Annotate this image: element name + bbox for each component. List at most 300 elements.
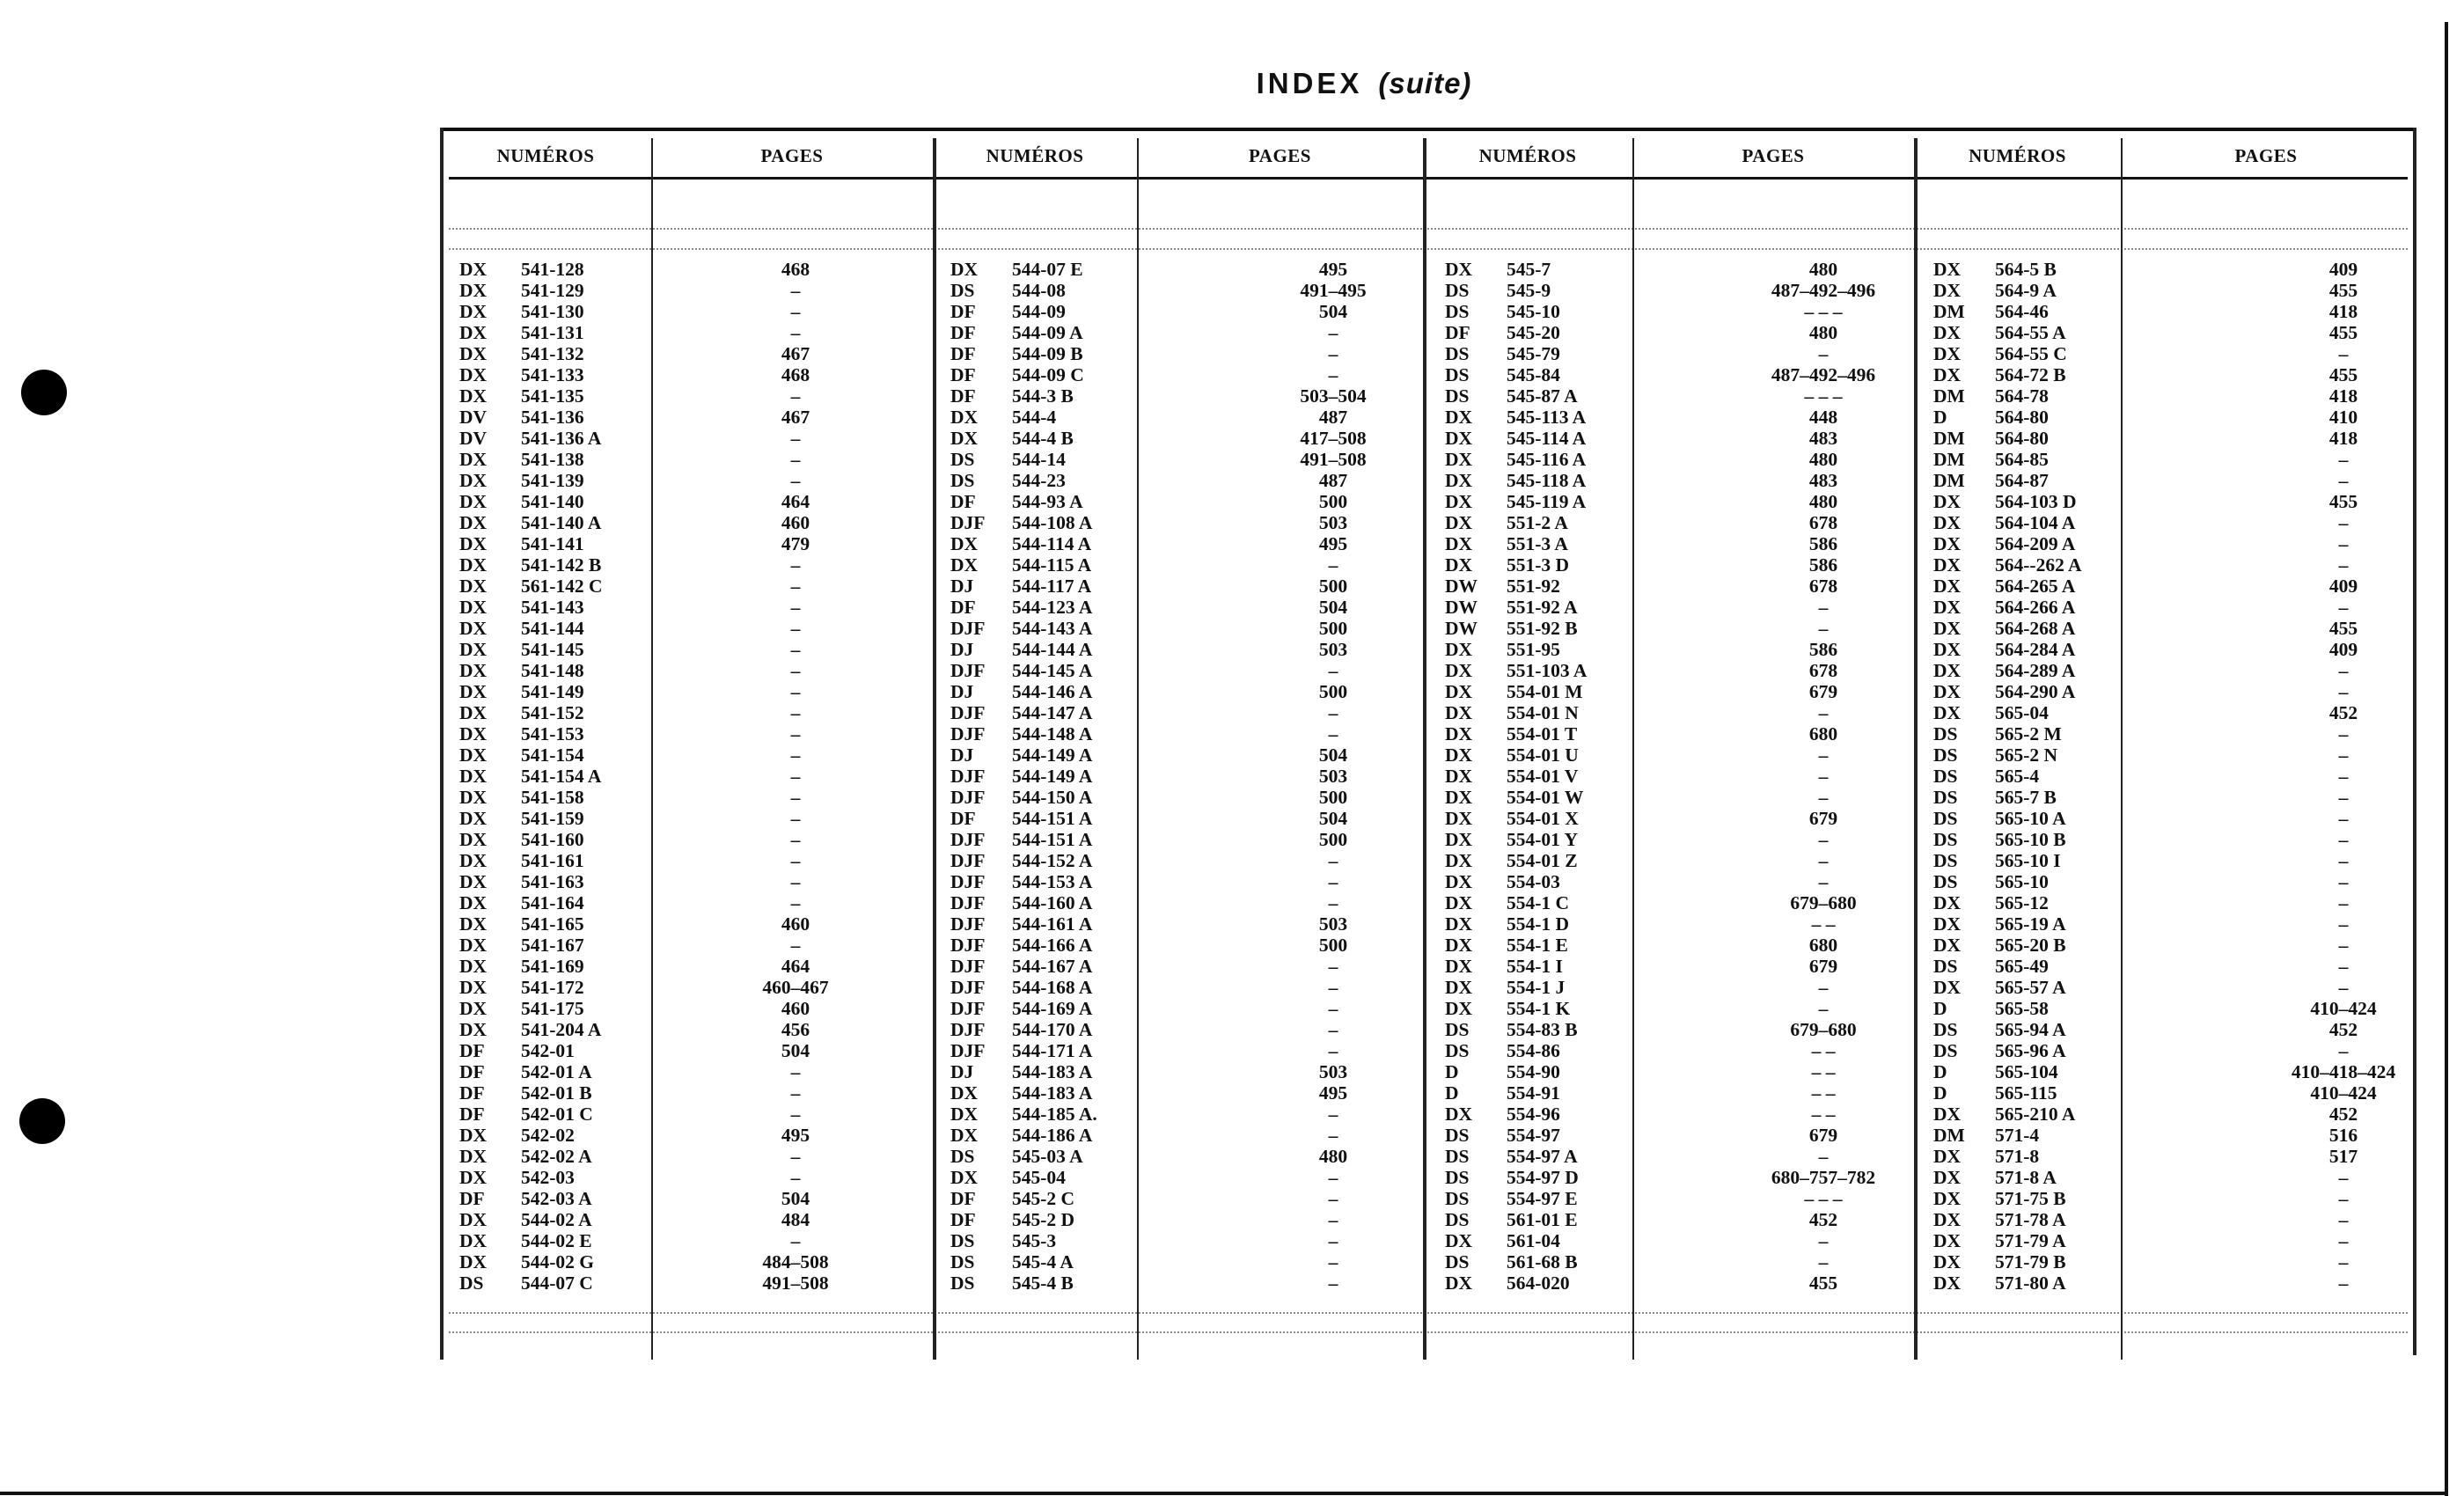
- entry-number: 541-164: [521, 892, 584, 913]
- entry-number: 544-02 G: [521, 1251, 595, 1272]
- index-entry: [459, 554, 933, 576]
- entry-pages: –: [790, 660, 801, 681]
- entry-pages: –: [1818, 343, 1829, 364]
- index-entry: [459, 364, 933, 385]
- entry-prefix: DX: [459, 597, 488, 618]
- entry-pages: –: [1818, 702, 1829, 723]
- entry-number: 541-140: [521, 491, 584, 512]
- entry-prefix: DJF: [950, 913, 986, 935]
- index-entry: [1933, 597, 2411, 618]
- index-entry: [1933, 301, 2411, 322]
- entry-prefix: DS: [1445, 385, 1470, 407]
- entry-pages: 467: [781, 343, 810, 364]
- entry-pages: 487–492–496: [1771, 280, 1876, 301]
- index-entry: [1933, 808, 2411, 829]
- index-entry: [950, 554, 1423, 576]
- entry-pages: 679: [1808, 956, 1838, 977]
- entry-prefix: DJ: [950, 639, 974, 660]
- entry-pages: –: [2338, 787, 2349, 808]
- entry-number: 541-163: [521, 871, 584, 892]
- entry-number: 544-145 A: [1012, 660, 1093, 681]
- index-entry: [1933, 850, 2411, 871]
- entry-number: 564-289 A: [1995, 660, 2076, 681]
- index-entry: [950, 850, 1423, 871]
- index-entry: [1933, 533, 2411, 554]
- entry-number: 541-140 A: [521, 512, 602, 533]
- index-entry: [950, 723, 1423, 744]
- entry-number: 564-020: [1507, 1272, 1570, 1294]
- entry-number: 541-144: [521, 618, 584, 639]
- entry-number: 551-103 A: [1507, 660, 1588, 681]
- entry-prefix: DS: [950, 449, 975, 470]
- entry-number: 564-80: [1995, 407, 2049, 428]
- entry-pages: – –: [1811, 913, 1836, 935]
- entry-number: 571-8: [1995, 1146, 2040, 1167]
- entry-prefix: DW: [1445, 597, 1478, 618]
- entry-prefix: DX: [950, 554, 979, 576]
- entry-prefix: DX: [950, 1167, 979, 1188]
- entry-prefix: DS: [1445, 343, 1470, 364]
- entry-number: 544-4: [1012, 407, 1057, 428]
- entry-prefix: DJF: [950, 892, 986, 913]
- entry-number: 541-130: [521, 301, 584, 322]
- entry-prefix: DX: [1445, 407, 1473, 428]
- entry-pages: –: [2338, 850, 2349, 871]
- entry-pages: –: [1818, 618, 1829, 639]
- index-entry: [1933, 428, 2411, 449]
- index-entry: [950, 977, 1423, 998]
- column-rule: [1632, 138, 1634, 1360]
- entry-pages: –: [790, 576, 801, 597]
- column-rule: [2413, 128, 2416, 1355]
- entry-prefix: DX: [459, 892, 488, 913]
- entry-number: 565-104: [1995, 1061, 2058, 1082]
- entry-pages: 452: [2328, 1104, 2358, 1125]
- entry-number: 564-209 A: [1995, 533, 2076, 554]
- entry-number: 544-147 A: [1012, 702, 1093, 723]
- index-entry: [1445, 1061, 1914, 1082]
- entry-number: 554-91: [1507, 1082, 1560, 1104]
- index-entry: [1933, 343, 2411, 364]
- index-entry: [1445, 702, 1914, 723]
- entry-prefix: DX: [459, 301, 488, 322]
- entry-number: 544-152 A: [1012, 850, 1093, 871]
- index-entry: [1445, 533, 1914, 554]
- index-entry: [459, 449, 933, 470]
- index-entry: [459, 1272, 933, 1294]
- entry-prefix: DX: [1445, 977, 1473, 998]
- index-entry: [950, 364, 1423, 385]
- entry-prefix: DJ: [950, 576, 974, 597]
- entry-prefix: DF: [459, 1188, 485, 1209]
- index-entry: [1933, 935, 2411, 956]
- title-text: INDEX: [1256, 67, 1363, 99]
- index-entry: [1445, 554, 1914, 576]
- binder-hole-top: [21, 370, 67, 415]
- entry-pages: 455: [2328, 364, 2358, 385]
- index-entry: [459, 723, 933, 744]
- entry-prefix: D: [1933, 407, 1947, 428]
- entry-prefix: DX: [459, 1125, 488, 1146]
- entry-prefix: DX: [459, 533, 488, 554]
- entry-number: 545-4 A: [1012, 1251, 1074, 1272]
- index-entry: [459, 850, 933, 871]
- index-entry: [1445, 829, 1914, 850]
- entry-number: 554-01 V: [1507, 766, 1579, 787]
- entry-number: 544-169 A: [1012, 998, 1093, 1019]
- entry-pages: –: [2338, 1272, 2349, 1294]
- entry-pages: –: [1328, 723, 1338, 744]
- index-entry: [1445, 977, 1914, 998]
- column-rule: [1914, 138, 1918, 1360]
- entry-number: 571-79 B: [1995, 1251, 2066, 1272]
- entry-prefix: DS: [1933, 808, 1958, 829]
- entry-pages: 417–508: [1300, 428, 1367, 449]
- entry-pages: 480: [1808, 491, 1838, 512]
- entry-number: 554-01 X: [1507, 808, 1579, 829]
- entry-prefix: DX: [1933, 533, 1962, 554]
- entry-prefix: DX: [1933, 364, 1962, 385]
- entry-number: 541-133: [521, 364, 584, 385]
- entry-pages: 495: [781, 1125, 810, 1146]
- entry-number: 561-142 C: [521, 576, 603, 597]
- entry-pages: –: [790, 449, 801, 470]
- entry-pages: 418: [2328, 385, 2358, 407]
- entry-number: 564-9 A: [1995, 280, 2057, 301]
- entry-prefix: DX: [459, 850, 488, 871]
- entry-prefix: D: [1445, 1061, 1459, 1082]
- index-entry: [1933, 998, 2411, 1019]
- entry-pages: –: [790, 618, 801, 639]
- entry-number: 554-1 J: [1507, 977, 1566, 998]
- entry-pages: 487: [1318, 470, 1348, 491]
- entry-prefix: DX: [1445, 1104, 1473, 1125]
- index-entry: [1445, 681, 1914, 702]
- entry-pages: –: [2338, 808, 2349, 829]
- entry-number: 554-01 Y: [1507, 829, 1579, 850]
- index-entry: [1933, 512, 2411, 533]
- entry-number: 554-1 D: [1507, 913, 1570, 935]
- index-entry: [1445, 1230, 1914, 1251]
- index-entry: [1445, 1209, 1914, 1230]
- entry-prefix: DV: [459, 428, 488, 449]
- entry-number: 544-108 A: [1012, 512, 1093, 533]
- entry-pages: –: [790, 1146, 801, 1167]
- entry-prefix: DS: [1445, 1019, 1470, 1040]
- entry-pages: – –: [1811, 1061, 1836, 1082]
- entry-pages: 464: [781, 956, 810, 977]
- entry-number: 544-170 A: [1012, 1019, 1093, 1040]
- header-numeros-4: NUMÉROS: [1969, 145, 2066, 166]
- entry-prefix: DX: [1933, 491, 1962, 512]
- index-entry: [950, 1272, 1423, 1294]
- entry-pages: 479: [781, 533, 810, 554]
- entry-pages: 409: [2328, 259, 2358, 280]
- header-numeros-3: NUMÉROS: [1478, 145, 1577, 166]
- entry-number: 544-143 A: [1012, 618, 1093, 639]
- entry-prefix: DX: [950, 1125, 979, 1146]
- entry-pages: –: [1328, 1188, 1338, 1209]
- entry-prefix: DX: [459, 702, 488, 723]
- index-entry: [950, 871, 1423, 892]
- entry-number: 545-04: [1012, 1167, 1066, 1188]
- entry-pages: –: [1328, 892, 1338, 913]
- entry-prefix: DJF: [950, 829, 986, 850]
- entry-number: 541-154 A: [521, 766, 602, 787]
- index-entry: [1933, 1188, 2411, 1209]
- entry-prefix: DX: [1933, 1104, 1962, 1125]
- entry-number: 544-185 A.: [1012, 1104, 1097, 1125]
- entry-pages: –: [2338, 343, 2349, 364]
- entry-prefix: DS: [1445, 1040, 1470, 1061]
- entry-prefix: DX: [1445, 723, 1473, 744]
- entry-number: 544-183 A: [1012, 1061, 1093, 1082]
- entry-prefix: DX: [459, 449, 488, 470]
- entry-pages: 480: [1808, 259, 1838, 280]
- entry-prefix: DF: [459, 1040, 485, 1061]
- index-entry: [1933, 1230, 2411, 1251]
- index-entry: [1933, 1061, 2411, 1082]
- entry-prefix: DS: [459, 1272, 484, 1294]
- entry-number: 541-141: [521, 533, 584, 554]
- entry-pages: 491–508: [762, 1272, 829, 1294]
- entry-prefix: DJF: [950, 850, 986, 871]
- entry-prefix: DX: [459, 1209, 488, 1230]
- entry-prefix: DX: [1445, 913, 1473, 935]
- index-entry: [1445, 322, 1914, 343]
- entry-number: 541-129: [521, 280, 584, 301]
- entry-pages: –: [2338, 913, 2349, 935]
- entry-pages: – – –: [1804, 301, 1843, 322]
- entry-pages: 484: [781, 1209, 810, 1230]
- entry-pages: 455: [1808, 1272, 1838, 1294]
- entry-prefix: DJF: [950, 998, 986, 1019]
- index-entry: [1445, 766, 1914, 787]
- entry-number: 544-183 A: [1012, 1082, 1093, 1104]
- entry-prefix: DS: [1445, 1209, 1470, 1230]
- entry-number: 544-151 A: [1012, 829, 1093, 850]
- entry-prefix: DF: [950, 301, 976, 322]
- entry-prefix: DX: [1933, 322, 1962, 343]
- index-entry: [1933, 491, 2411, 512]
- entry-prefix: DS: [950, 1251, 975, 1272]
- index-entry: [459, 1230, 933, 1251]
- index-entry: [950, 702, 1423, 723]
- entry-number: 541-152: [521, 702, 584, 723]
- entry-prefix: DX: [1445, 449, 1473, 470]
- index-entry: [1933, 1040, 2411, 1061]
- entry-pages: – –: [1811, 1040, 1836, 1061]
- entry-number: 554-90: [1507, 1061, 1560, 1082]
- index-column-2: [950, 259, 1423, 1294]
- index-entry: [950, 322, 1423, 343]
- entry-pages: 460: [781, 913, 810, 935]
- entry-pages: 491–508: [1300, 449, 1367, 470]
- entry-pages: 680: [1808, 935, 1838, 956]
- entry-pages: –: [2338, 723, 2349, 744]
- entry-pages: 448: [1808, 407, 1838, 428]
- entry-number: 542-01 A: [521, 1061, 592, 1082]
- entry-number: 565-10: [1995, 871, 2049, 892]
- entry-prefix: DX: [459, 660, 488, 681]
- entry-pages: 460–467: [762, 977, 829, 998]
- entry-number: 541-169: [521, 956, 584, 977]
- column-rule: [1137, 138, 1139, 1360]
- entry-prefix: DX: [1933, 977, 1962, 998]
- index-entry: [1933, 1251, 2411, 1272]
- entry-pages: –: [1328, 554, 1338, 576]
- index-entry: [1933, 385, 2411, 407]
- index-entry: [1933, 1272, 2411, 1294]
- entry-pages: –: [1328, 702, 1338, 723]
- entry-number: 541-148: [521, 660, 584, 681]
- index-entry: [459, 1040, 933, 1061]
- entry-prefix: DM: [1933, 470, 1965, 491]
- entry-pages: –: [1328, 1272, 1338, 1294]
- entry-pages: 500: [1318, 681, 1348, 702]
- entry-pages: –: [2338, 1230, 2349, 1251]
- index-entry: [1445, 449, 1914, 470]
- entry-pages: 680–757–782: [1771, 1167, 1876, 1188]
- entry-prefix: DX: [459, 744, 488, 766]
- entry-prefix: DX: [459, 681, 488, 702]
- entry-prefix: DS: [950, 280, 975, 301]
- entry-pages: 503: [1318, 512, 1348, 533]
- entry-pages: – –: [1811, 1082, 1836, 1104]
- entry-number: 545-118 A: [1507, 470, 1587, 491]
- entry-prefix: DS: [950, 1272, 975, 1294]
- index-entry: [950, 1082, 1423, 1104]
- index-entry: [950, 892, 1423, 913]
- entry-prefix: DX: [1933, 280, 1962, 301]
- index-entry: [1445, 956, 1914, 977]
- entry-number: 554-01 U: [1507, 744, 1579, 766]
- entry-pages: –: [2338, 533, 2349, 554]
- entry-prefix: DX: [459, 470, 488, 491]
- entry-pages: –: [790, 470, 801, 491]
- entry-prefix: DJF: [950, 871, 986, 892]
- index-entry: [1445, 470, 1914, 491]
- index-entry: [1933, 723, 2411, 744]
- index-entry: [459, 639, 933, 660]
- entry-prefix: DX: [459, 723, 488, 744]
- entry-prefix: DX: [1445, 829, 1473, 850]
- index-entry: [459, 1019, 933, 1040]
- entry-prefix: DX: [459, 1019, 488, 1040]
- entry-number: 565-10 A: [1995, 808, 2066, 829]
- entry-pages: 456: [781, 1019, 810, 1040]
- index-entry: [950, 766, 1423, 787]
- index-entry: [459, 1146, 933, 1167]
- entry-number: 565-10 I: [1995, 850, 2061, 871]
- entry-number: 545-4 B: [1012, 1272, 1074, 1294]
- entry-pages: –: [1328, 1019, 1338, 1040]
- entry-number: 565-2 N: [1995, 744, 2058, 766]
- entry-number: 544-09 B: [1012, 343, 1083, 364]
- index-entry: [459, 1188, 933, 1209]
- entry-prefix: DM: [1933, 428, 1965, 449]
- entry-number: 541-154: [521, 744, 584, 766]
- entry-prefix: DX: [1445, 491, 1473, 512]
- entry-pages: –: [790, 723, 801, 744]
- index-entry: [459, 681, 933, 702]
- entry-prefix: DJF: [950, 787, 986, 808]
- entry-pages: 487–492–496: [1771, 364, 1876, 385]
- entry-prefix: DX: [459, 576, 488, 597]
- index-entry: [950, 343, 1423, 364]
- entry-pages: –: [790, 871, 801, 892]
- index-entry: [1445, 1125, 1914, 1146]
- entry-prefix: DS: [1933, 829, 1958, 850]
- entry-pages: 480: [1808, 322, 1838, 343]
- entry-pages: –: [1328, 998, 1338, 1019]
- entry-number: 544-93 A: [1012, 491, 1083, 512]
- entry-number: 541-138: [521, 449, 584, 470]
- entry-pages: –: [2338, 1209, 2349, 1230]
- entry-number: 554-86: [1507, 1040, 1560, 1061]
- entry-number: 544-151 A: [1012, 808, 1093, 829]
- index-entry: [950, 1040, 1423, 1061]
- index-entry: [1445, 407, 1914, 428]
- entry-pages: –: [1328, 364, 1338, 385]
- index-column-1: [459, 259, 933, 1294]
- entry-prefix: DX: [1933, 259, 1962, 280]
- entry-pages: 500: [1318, 618, 1348, 639]
- entry-pages: –: [2338, 1040, 2349, 1061]
- entry-prefix: DX: [1933, 1230, 1962, 1251]
- table-header-rule: [449, 177, 2408, 180]
- entry-number: 544-09 C: [1012, 364, 1084, 385]
- entry-number: 544-02 E: [521, 1230, 592, 1251]
- entry-prefix: DX: [459, 935, 488, 956]
- entry-pages: –: [2338, 470, 2349, 491]
- index-entry: [950, 1251, 1423, 1272]
- entry-number: 554-01 Z: [1507, 850, 1578, 871]
- entry-number: 564-55 C: [1995, 343, 2067, 364]
- entry-pages: 500: [1318, 491, 1348, 512]
- entry-prefix: DS: [1445, 364, 1470, 385]
- index-entry: [950, 956, 1423, 977]
- entry-pages: –: [790, 1167, 801, 1188]
- index-entry: [950, 1146, 1423, 1167]
- entry-number: 554-96: [1507, 1104, 1560, 1125]
- index-entry: [1445, 343, 1914, 364]
- entry-number: 541-160: [521, 829, 584, 850]
- index-entry: [1933, 871, 2411, 892]
- entry-number: 564-85: [1995, 449, 2049, 470]
- index-entry: [950, 913, 1423, 935]
- index-entry: [950, 1104, 1423, 1125]
- entry-prefix: DX: [950, 1082, 979, 1104]
- index-entry: [459, 385, 933, 407]
- index-column-4: [1933, 259, 2411, 1294]
- entry-pages: 679: [1808, 1125, 1838, 1146]
- entry-prefix: DF: [950, 597, 976, 618]
- entry-prefix: DM: [1933, 301, 1965, 322]
- entry-prefix: DX: [950, 407, 979, 428]
- entry-pages: –: [790, 280, 801, 301]
- entry-number: 561-68 B: [1507, 1251, 1578, 1272]
- index-entry: [1445, 913, 1914, 935]
- entry-prefix: DX: [1933, 1209, 1962, 1230]
- entry-pages: 679: [1808, 681, 1838, 702]
- entry-pages: 503: [1318, 913, 1348, 935]
- index-entry: [1933, 1146, 2411, 1167]
- index-entry: [1933, 660, 2411, 681]
- index-entry: [1445, 998, 1914, 1019]
- entry-pages: 455: [2328, 280, 2358, 301]
- entry-number: 565-19 A: [1995, 913, 2066, 935]
